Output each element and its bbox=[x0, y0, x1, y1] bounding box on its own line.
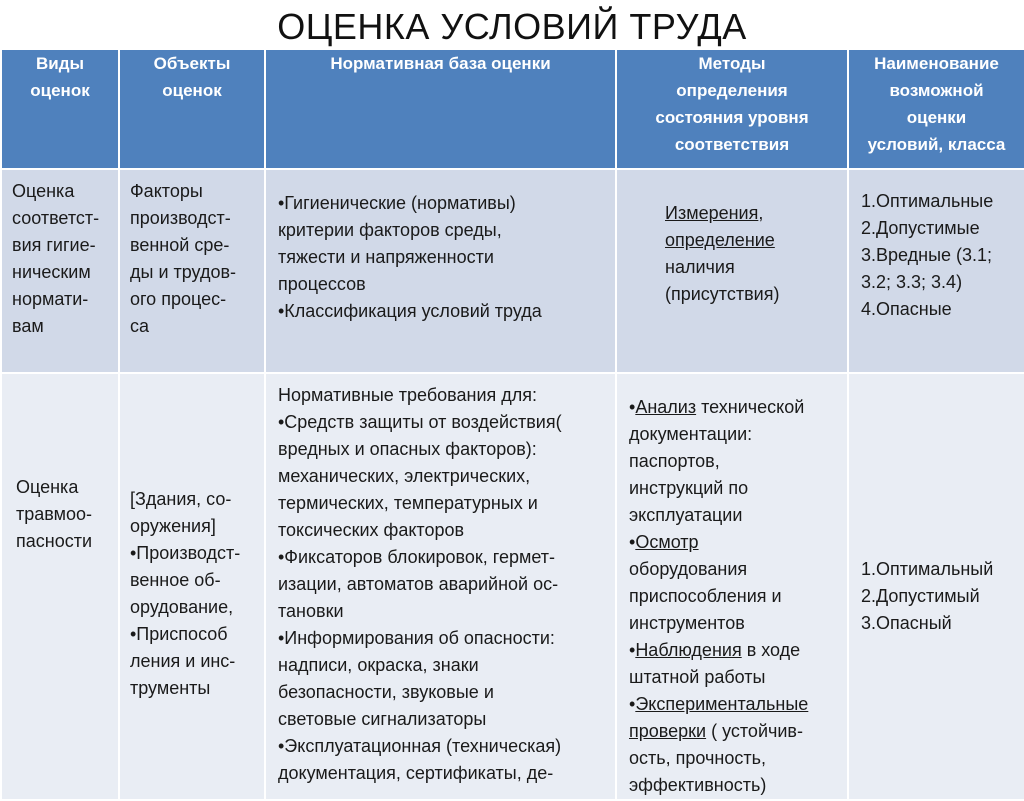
table-row bbox=[1, 169, 1024, 373]
cell-kind: Оценка травмоо- пасности bbox=[1, 373, 119, 800]
header-objects: Объекты оценок bbox=[119, 49, 265, 169]
method-inspection: Осмотр bbox=[635, 532, 699, 552]
method-observation-tail: в ходе штатной работы bbox=[629, 640, 801, 687]
cell-methods: •Анализ технической документации: паспортов, инструкций по эксплуатации •Осмотр оборудования приспособления и инструментов •Наблюдения в ходе штатной работы •Экспериментальные проверки ( устойчив- ость, прочность, эффективность) bbox=[616, 373, 848, 800]
method-measurement-tail: , bbox=[758, 203, 764, 223]
cell-norm-base: •Гигиенические (нормативы) критерии факторов среды, тяжести и напряженности процессов •Классификация условий труда bbox=[265, 169, 616, 373]
method-experiments-tail: ( устойчив- ость, прочность, эффективность) bbox=[629, 721, 803, 795]
cell-objects: [Здания, со- оружения] •Производст- венное об- орудование, •Приспособ ления и инс- трументы bbox=[119, 373, 265, 800]
method-observation: Наблюдения bbox=[635, 640, 742, 660]
method-detection-tail: наличия (присутствия) bbox=[665, 257, 780, 304]
method-analysis-tail: технической документации: паспортов, инструкций по эксплуатации bbox=[629, 397, 805, 525]
method-detection: определение bbox=[665, 230, 775, 250]
header-kind: Виды оценок bbox=[1, 49, 119, 169]
method-measurement: Измерения bbox=[665, 203, 759, 223]
cell-classes: 1.Оптимальный 2.Допустимый 3.Опасный bbox=[848, 373, 1024, 800]
table-header-row bbox=[1, 49, 1024, 169]
header-norm-base: Нормативная база оценки bbox=[265, 49, 616, 169]
cell-classes: 1.Оптимальные 2.Допустимые 3.Вредные (3.1; 3.2; 3.3; 3.4) 4.Опасные bbox=[848, 169, 1024, 373]
method-experiments: Экспериментальные проверки bbox=[629, 694, 809, 741]
header-classes: Наименование возможной оценки условий, класса bbox=[848, 49, 1024, 169]
header-methods: Методы определения состояния уровня соответствия bbox=[616, 49, 848, 169]
cell-norm-base: Нормативные требования для: •Средств защиты от воздействия( вредных и опасных факторов): механических, электрических, термических, температурных и токсических факторов •Фиксаторов блокировок, гермет- изации, автоматов аварийной ос- тановки •Информирования об опасности: надписи, окраска, знаки безопасности, звуковые и световые сигнализаторы •Эксплуатационная (техническая) документация, сертификаты, де- bbox=[265, 373, 616, 800]
cell-methods bbox=[616, 169, 848, 373]
page-title: ОЦЕНКА УСЛОВИЙ ТРУДА bbox=[277, 6, 747, 47]
table-row bbox=[1, 373, 1024, 800]
method-analysis: Анализ bbox=[635, 397, 697, 417]
method-inspection-tail: оборудования приспособления и инструментов bbox=[629, 559, 782, 633]
cell-objects: Факторы производст- венной сре- ды и трудов- ого процес- са bbox=[119, 169, 265, 373]
cell-kind: Оценка соответст- вия гигие- ническим нормати- вам bbox=[1, 169, 119, 373]
assessment-table bbox=[0, 48, 1024, 801]
